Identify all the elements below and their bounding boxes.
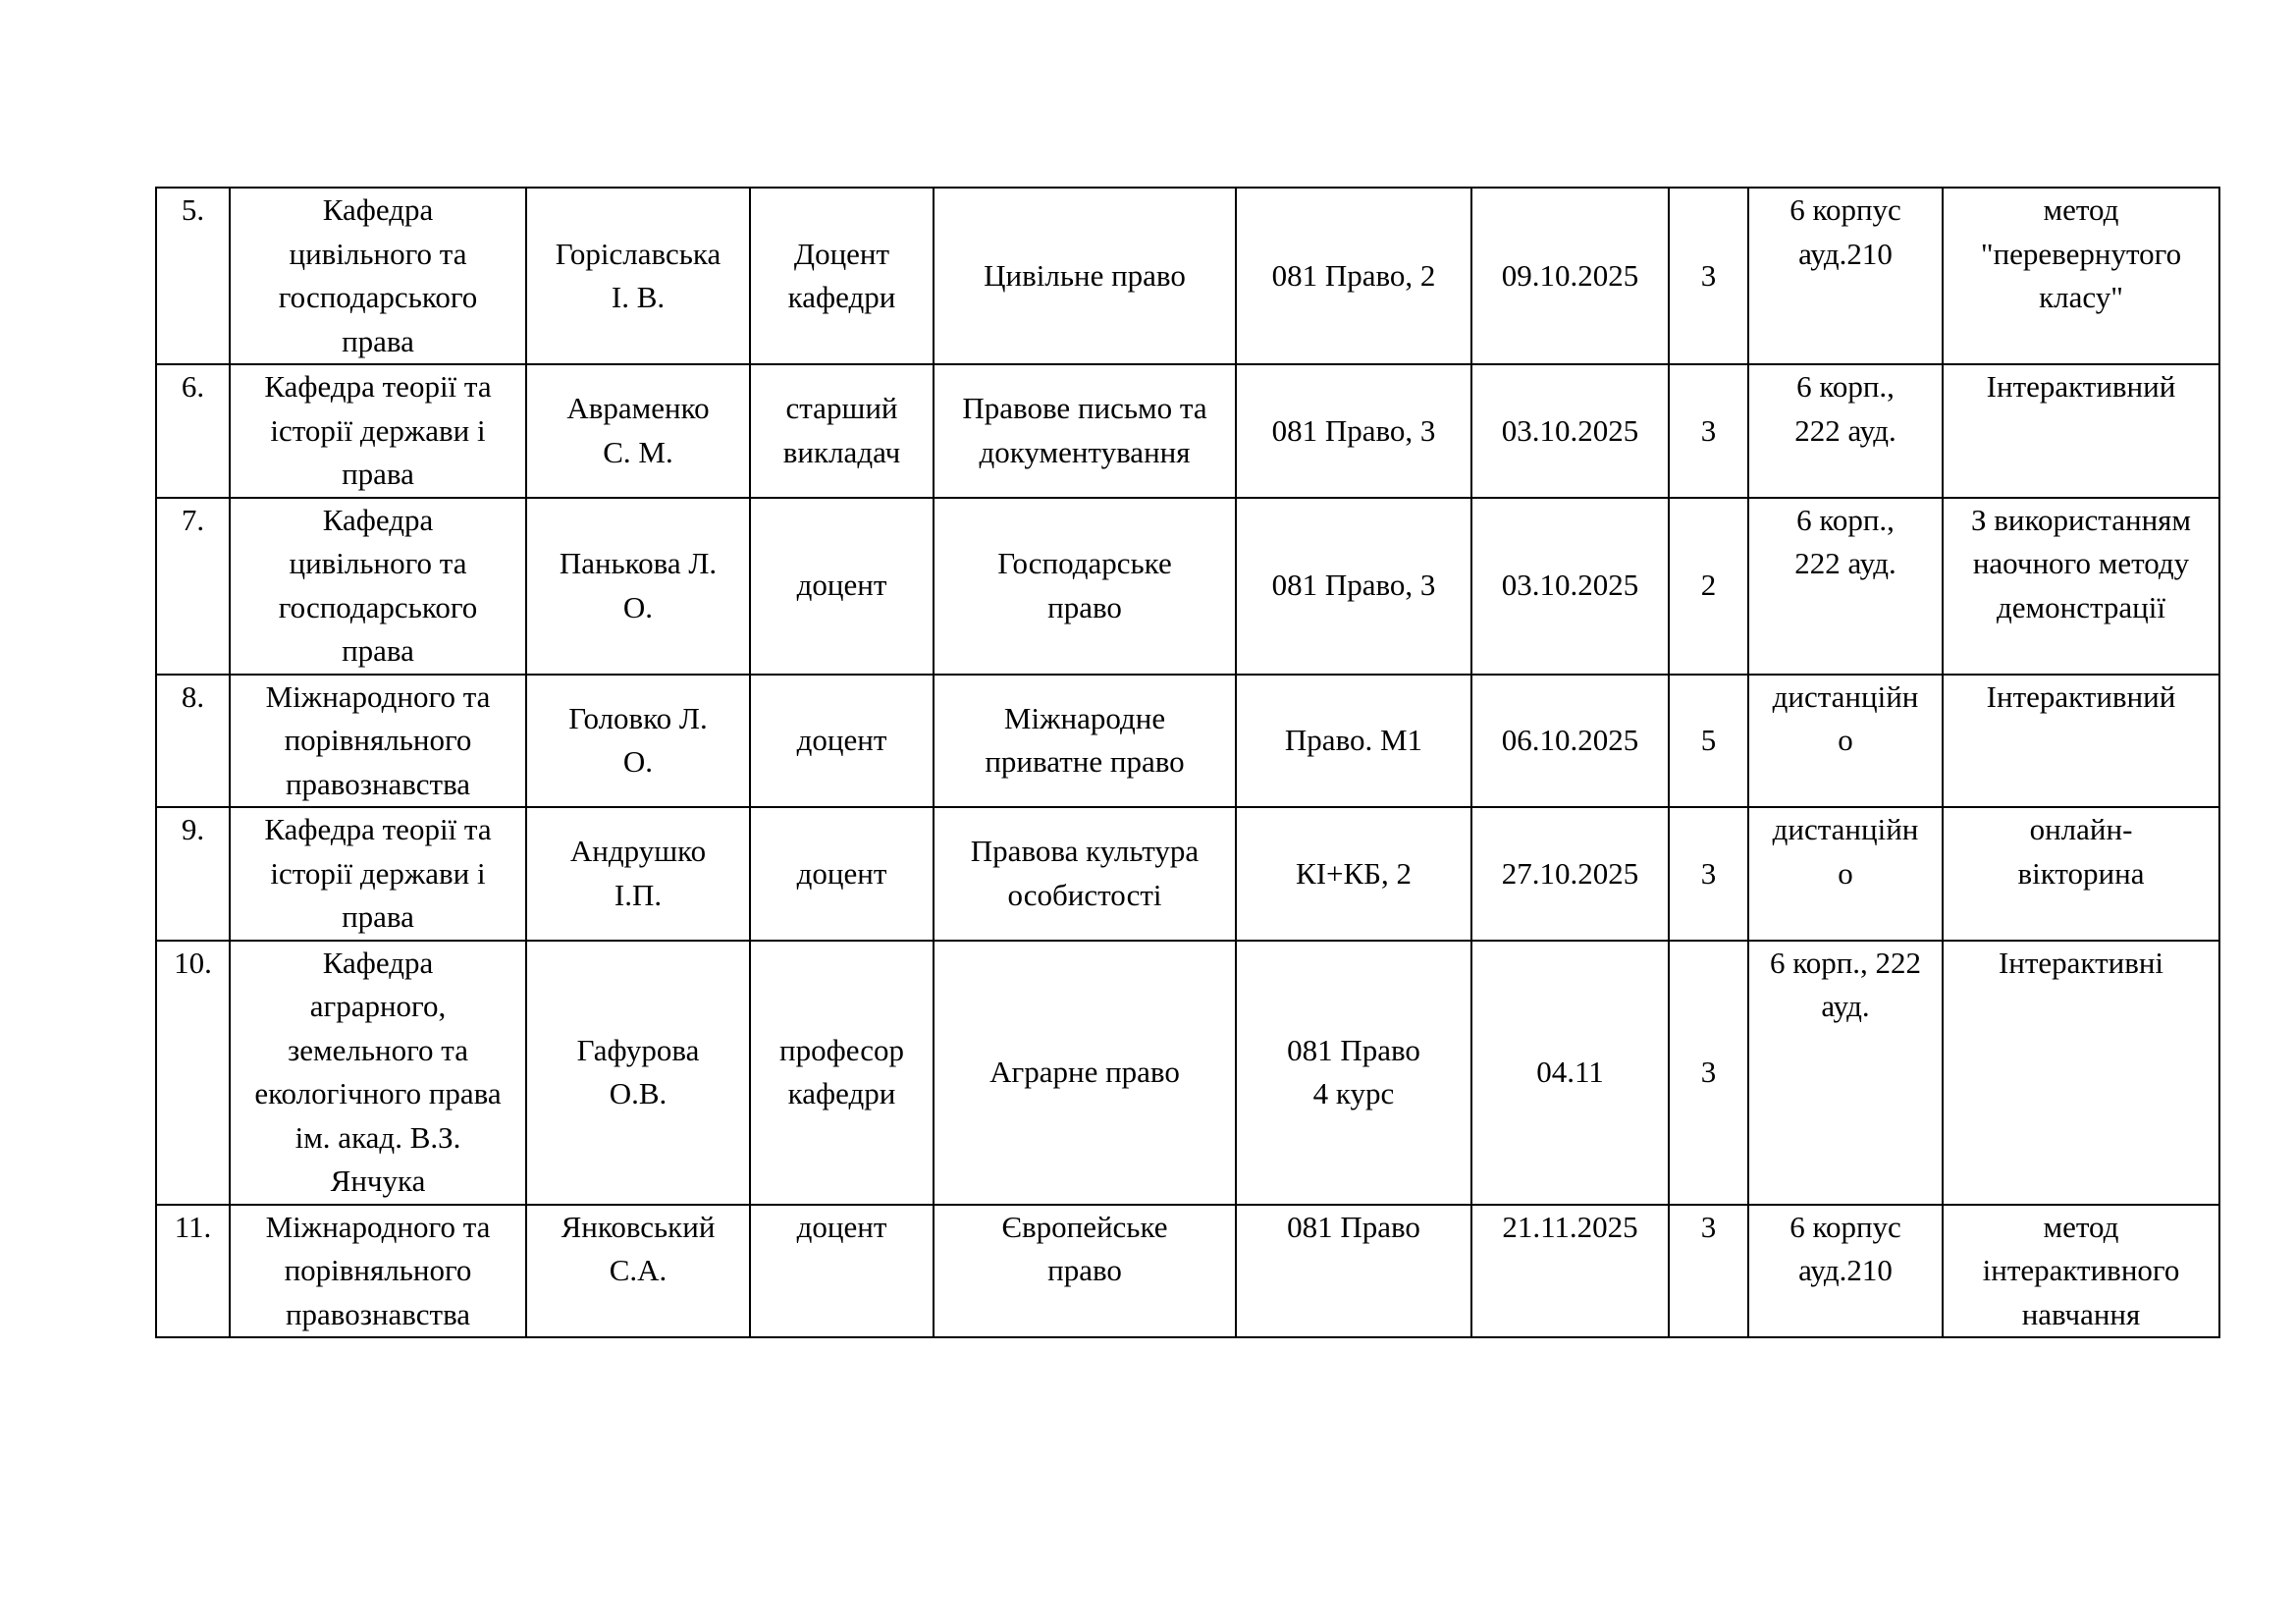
row-number-text: 6. bbox=[181, 369, 205, 404]
teacher-cell bbox=[526, 1205, 750, 1338]
department-line: Міжнародного та bbox=[265, 1209, 491, 1244]
discipline-line: Господарське bbox=[997, 546, 1172, 580]
place-line: ауд. bbox=[1821, 989, 1870, 1023]
method-line: Інтерактивний bbox=[1986, 678, 2176, 714]
hours-text: 3 bbox=[1700, 412, 1717, 448]
method-cell bbox=[1943, 807, 2219, 941]
department-line: історії держави і bbox=[270, 855, 486, 891]
discipline-cell bbox=[934, 807, 1236, 941]
group-cell bbox=[1236, 364, 1471, 498]
position-cell bbox=[750, 675, 934, 808]
place-line: ауд.210 bbox=[1798, 236, 1893, 271]
discipline-line: право bbox=[1047, 589, 1122, 624]
date-text: 06.10.2025 bbox=[1501, 723, 1639, 757]
department-line: порівняльного bbox=[284, 1253, 472, 1287]
position-line: доцент bbox=[796, 568, 887, 603]
department-line: права bbox=[342, 899, 414, 934]
table-row bbox=[156, 807, 2219, 941]
place-line: 222 ауд. bbox=[1794, 412, 1896, 448]
position-cell bbox=[750, 364, 934, 498]
discipline-cell bbox=[934, 1205, 1236, 1338]
position-line: професор bbox=[779, 1032, 904, 1067]
position-cell bbox=[750, 807, 934, 941]
place-line: дистанційн bbox=[1772, 812, 1919, 846]
date-cell bbox=[1471, 807, 1669, 941]
discipline-line: право bbox=[1047, 1253, 1122, 1287]
group-cell bbox=[1236, 941, 1471, 1205]
place-cell bbox=[1748, 498, 1943, 675]
row-number-cell bbox=[156, 675, 230, 808]
department-line: порівняльного bbox=[284, 723, 472, 757]
group-line: 081 Право bbox=[1287, 1209, 1420, 1244]
position-line: доцент bbox=[796, 1209, 887, 1244]
department-line: аграрного, bbox=[309, 989, 447, 1023]
row-number-cell bbox=[156, 941, 230, 1205]
method-cell bbox=[1943, 364, 2219, 498]
date-cell bbox=[1471, 364, 1669, 498]
row-number-text: 7. bbox=[181, 502, 205, 537]
discipline-cell bbox=[934, 941, 1236, 1205]
table-row bbox=[156, 941, 2219, 1205]
method-line: Інтерактивні bbox=[1998, 945, 2164, 980]
date-cell bbox=[1471, 941, 1669, 1205]
place-cell bbox=[1748, 364, 1943, 498]
table-row bbox=[156, 1205, 2219, 1338]
group-line: КІ+КБ, 2 bbox=[1296, 855, 1412, 891]
position-line: кафедри bbox=[787, 1076, 896, 1110]
department-line: історії держави і bbox=[270, 412, 486, 448]
row-number-cell bbox=[156, 1205, 230, 1338]
group-line: 081 Право bbox=[1287, 1032, 1420, 1067]
discipline-line: документування bbox=[979, 434, 1191, 469]
teacher-line: І. В. bbox=[611, 280, 666, 314]
teacher-line: Янковський bbox=[561, 1209, 716, 1244]
method-line: З використанням bbox=[1970, 502, 2192, 537]
row-number-cell bbox=[156, 364, 230, 498]
hours-cell bbox=[1669, 807, 1748, 941]
teacher-line: Панькова Л. bbox=[559, 546, 718, 580]
teacher-line: С. М. bbox=[603, 434, 673, 469]
hours-text: 2 bbox=[1700, 568, 1717, 603]
position-cell bbox=[750, 498, 934, 675]
hours-cell bbox=[1669, 188, 1748, 364]
place-cell bbox=[1748, 941, 1943, 1205]
group-line: 081 Право, 3 bbox=[1271, 568, 1436, 603]
teacher-line: Авраменко bbox=[566, 391, 710, 426]
method-cell bbox=[1943, 498, 2219, 675]
date-text: 03.10.2025 bbox=[1501, 568, 1639, 603]
teacher-cell bbox=[526, 941, 750, 1205]
discipline-line: приватне право bbox=[985, 744, 1185, 780]
teacher-line: Андрушко bbox=[569, 834, 707, 869]
group-line: 081 Право, 3 bbox=[1271, 412, 1436, 448]
teacher-cell bbox=[526, 188, 750, 364]
discipline-line: Правове письмо та bbox=[962, 391, 1207, 426]
place-line: о bbox=[1838, 723, 1853, 757]
method-cell bbox=[1943, 675, 2219, 808]
department-line: Кафедра теорії та bbox=[264, 369, 492, 404]
method-line: метод bbox=[2043, 192, 2119, 227]
group-cell bbox=[1236, 498, 1471, 675]
department-cell bbox=[230, 941, 526, 1205]
department-line: Кафедра bbox=[322, 192, 434, 227]
place-line: 6 корп., 222 bbox=[1769, 945, 1922, 980]
method-cell bbox=[1943, 1205, 2219, 1338]
teacher-line: О. bbox=[622, 589, 654, 624]
position-line: доцент bbox=[796, 855, 887, 891]
hours-text: 3 bbox=[1700, 855, 1717, 891]
department-line: цивільного та bbox=[289, 546, 467, 580]
row-number-text: 9. bbox=[181, 812, 205, 846]
date-cell bbox=[1471, 498, 1669, 675]
place-line: 6 корпус bbox=[1789, 1209, 1901, 1244]
place-cell bbox=[1748, 807, 1943, 941]
teacher-cell bbox=[526, 807, 750, 941]
schedule-table bbox=[155, 187, 2220, 1338]
department-line: Янчука bbox=[330, 1164, 426, 1198]
discipline-line: Європейське bbox=[1001, 1209, 1168, 1244]
teacher-line: О.В. bbox=[609, 1076, 667, 1110]
method-line: вікторина bbox=[2017, 855, 2145, 891]
teacher-cell bbox=[526, 364, 750, 498]
discipline-cell bbox=[934, 675, 1236, 808]
teacher-line: І.П. bbox=[614, 877, 663, 912]
place-cell bbox=[1748, 188, 1943, 364]
date-text: 27.10.2025 bbox=[1501, 855, 1639, 891]
hours-cell bbox=[1669, 364, 1748, 498]
discipline-cell bbox=[934, 188, 1236, 364]
group-cell bbox=[1236, 188, 1471, 364]
department-line: екологічного права bbox=[254, 1076, 502, 1110]
date-text: 21.11.2025 bbox=[1502, 1209, 1638, 1244]
place-line: ауд.210 bbox=[1798, 1253, 1893, 1287]
group-line: 4 курс bbox=[1312, 1076, 1395, 1110]
hours-text: 3 bbox=[1700, 1209, 1717, 1244]
method-line: онлайн- bbox=[2029, 812, 2133, 846]
row-number-text: 11. bbox=[174, 1209, 212, 1244]
position-cell bbox=[750, 941, 934, 1205]
row-number-text: 5. bbox=[181, 192, 205, 227]
teacher-line: О. bbox=[622, 744, 654, 780]
method-line: демонстрації bbox=[1997, 589, 2165, 624]
department-cell bbox=[230, 364, 526, 498]
department-line: господарського bbox=[278, 589, 478, 624]
discipline-cell bbox=[934, 364, 1236, 498]
discipline-cell bbox=[934, 498, 1236, 675]
method-line: метод bbox=[2043, 1209, 2119, 1244]
method-line: "перевернутого bbox=[1980, 236, 2182, 271]
department-line: земельного та bbox=[288, 1032, 468, 1067]
department-line: права bbox=[342, 457, 414, 491]
position-cell bbox=[750, 188, 934, 364]
group-cell bbox=[1236, 675, 1471, 808]
date-cell bbox=[1471, 675, 1669, 808]
hours-text: 3 bbox=[1700, 257, 1717, 293]
method-line: навчання bbox=[2021, 1296, 2141, 1331]
teacher-line: С.А. bbox=[609, 1253, 667, 1287]
method-line: інтерактивного bbox=[1982, 1253, 2180, 1287]
discipline-line: Міжнародне bbox=[1003, 700, 1166, 735]
department-cell bbox=[230, 498, 526, 675]
department-line: Кафедра bbox=[322, 945, 434, 980]
teacher-cell bbox=[526, 675, 750, 808]
row-number-cell bbox=[156, 188, 230, 364]
place-cell bbox=[1748, 675, 1943, 808]
row-number-text: 8. bbox=[181, 678, 205, 714]
place-line: 6 корп., bbox=[1796, 502, 1895, 537]
group-line: 081 Право, 2 bbox=[1271, 257, 1436, 293]
position-line: старший bbox=[785, 391, 898, 426]
discipline-line: Правова культура bbox=[970, 834, 1200, 869]
method-line: наочного методу bbox=[1972, 546, 2190, 580]
group-cell bbox=[1236, 1205, 1471, 1338]
hours-cell bbox=[1669, 1205, 1748, 1338]
department-line: цивільного та bbox=[289, 236, 467, 271]
department-line: права bbox=[342, 633, 414, 668]
department-line: правознавства bbox=[285, 1296, 471, 1331]
group-cell bbox=[1236, 807, 1471, 941]
discipline-line: Цивільне право bbox=[984, 257, 1186, 293]
department-line: правознавства bbox=[285, 766, 471, 801]
date-text: 04.11 bbox=[1536, 1054, 1604, 1089]
date-text: 03.10.2025 bbox=[1501, 412, 1639, 448]
row-number-cell bbox=[156, 498, 230, 675]
date-cell bbox=[1471, 188, 1669, 364]
department-line: господарського bbox=[278, 280, 478, 314]
hours-text: 5 bbox=[1700, 723, 1717, 757]
teacher-cell bbox=[526, 498, 750, 675]
row-number-text: 10. bbox=[174, 945, 212, 980]
position-line: викладач bbox=[782, 434, 901, 469]
department-cell bbox=[230, 807, 526, 941]
place-line: 6 корпус bbox=[1789, 192, 1901, 227]
row-number-cell bbox=[156, 807, 230, 941]
table-row bbox=[156, 364, 2219, 498]
table-body bbox=[156, 188, 2219, 1337]
department-line: Кафедра теорії та bbox=[264, 812, 492, 846]
place-line: дистанційн bbox=[1772, 678, 1919, 714]
teacher-line: Головко Л. bbox=[568, 700, 708, 735]
discipline-line: особистості bbox=[1007, 877, 1162, 912]
department-line: ім. акад. В.З. bbox=[294, 1119, 461, 1155]
teacher-line: Горіславська bbox=[555, 236, 721, 271]
teacher-line: Гафурова bbox=[576, 1032, 700, 1067]
place-cell bbox=[1748, 1205, 1943, 1338]
group-line: Право. М1 bbox=[1284, 723, 1423, 757]
hours-cell bbox=[1669, 675, 1748, 808]
position-line: Доцент bbox=[793, 236, 890, 271]
method-cell bbox=[1943, 188, 2219, 364]
discipline-line: Аграрне право bbox=[989, 1054, 1180, 1089]
department-line: Міжнародного та bbox=[265, 678, 491, 714]
date-text: 09.10.2025 bbox=[1501, 257, 1639, 293]
date-cell bbox=[1471, 1205, 1669, 1338]
method-cell bbox=[1943, 941, 2219, 1205]
hours-cell bbox=[1669, 498, 1748, 675]
department-cell bbox=[230, 675, 526, 808]
method-line: Інтерактивний bbox=[1986, 369, 2176, 404]
department-line: права bbox=[342, 323, 414, 358]
place-line: о bbox=[1838, 855, 1853, 891]
table-row bbox=[156, 188, 2219, 364]
department-cell bbox=[230, 188, 526, 364]
department-line: Кафедра bbox=[322, 502, 434, 537]
table-row bbox=[156, 498, 2219, 675]
table-row bbox=[156, 675, 2219, 808]
hours-cell bbox=[1669, 941, 1748, 1205]
position-cell bbox=[750, 1205, 934, 1338]
department-cell bbox=[230, 1205, 526, 1338]
place-line: 6 корп., bbox=[1796, 369, 1895, 404]
position-line: кафедри bbox=[787, 280, 896, 314]
place-line: 222 ауд. bbox=[1794, 546, 1896, 580]
hours-text: 3 bbox=[1700, 1054, 1717, 1089]
position-line: доцент bbox=[796, 723, 887, 757]
method-line: класу" bbox=[2039, 280, 2123, 314]
